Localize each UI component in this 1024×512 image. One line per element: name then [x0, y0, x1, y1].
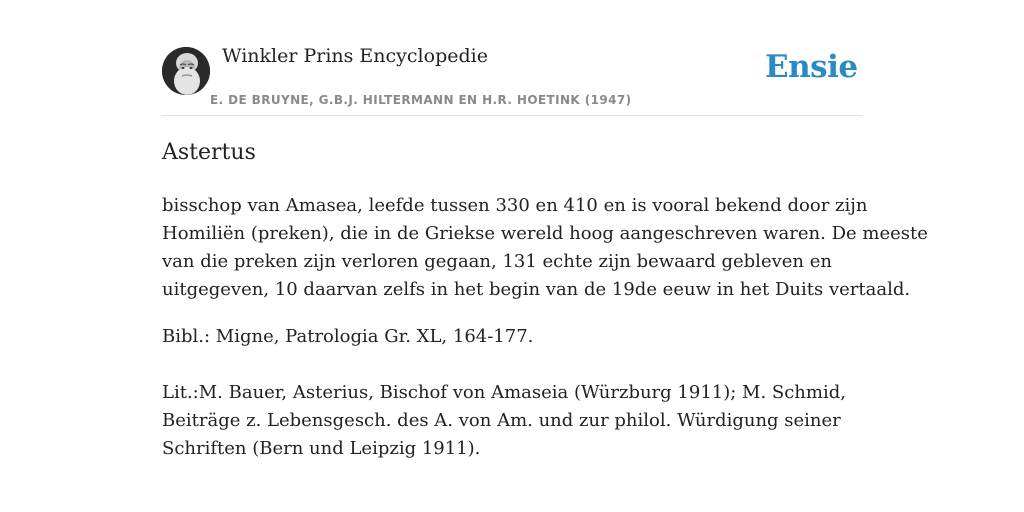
entry-body — [162, 192, 928, 304]
lit-line: Schriften (Bern und Leipzig 1911). — [162, 438, 481, 459]
body-line: uitgegeven, 10 daarvan zelfs in het begin van de 19de eeuw in het Duits vertaald. — [162, 279, 911, 300]
body-line: van die preken zijn verloren gegaan, 131 echte zijn bewaard gebleven en — [162, 251, 832, 272]
body-line: bisschop van Amasea, leefde tussen 330 en 410 en is vooral bekend door zijn — [162, 195, 868, 216]
bibl-line: Bibl.: Migne, Patrologia Gr. XL, 164-177. — [162, 326, 534, 347]
lit-line: Lit.:M. Bauer, Asterius, Bischof von Amaseia (Würzburg 1911); M. Schmid, — [162, 382, 846, 403]
entry-title: Astertus — [162, 140, 256, 165]
body-line: Homiliën (preken), die in de Griekse wereld hoog aangeschreven waren. De meeste — [162, 223, 928, 244]
authors-line: E. DE BRUYNE, G.B.J. HILTERMANN EN H.R. HOETINK (1947) — [210, 93, 632, 107]
author-avatar — [162, 47, 210, 95]
lit-line: Beiträge z. Lebensgesch. des A. von Am. und zur philol. Würdigung seiner — [162, 410, 841, 431]
header-divider — [162, 115, 862, 116]
brand-logo[interactable]: Ensie — [765, 49, 858, 85]
bearded-man-portrait-icon — [162, 47, 210, 95]
bibliography — [162, 323, 533, 351]
literature — [162, 379, 846, 463]
source-title[interactable]: Winkler Prins Encyclopedie — [222, 45, 488, 67]
